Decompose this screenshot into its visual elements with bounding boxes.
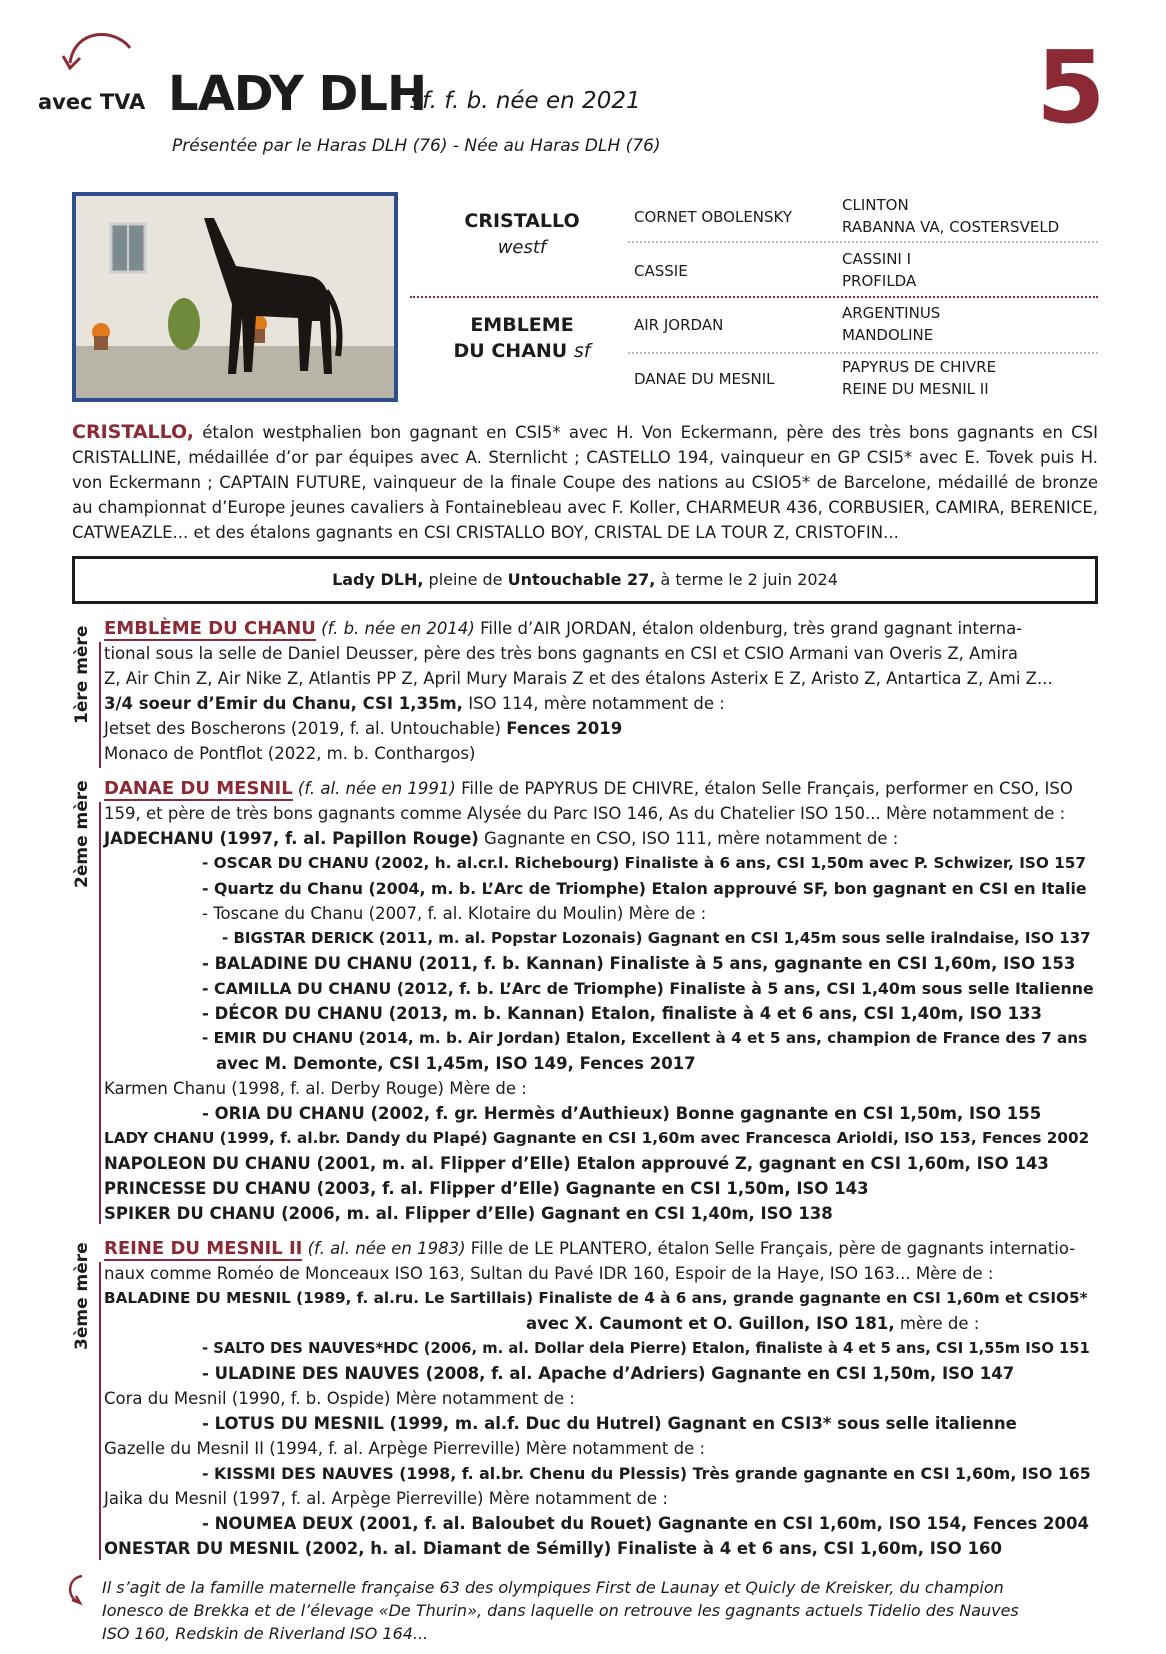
third-dam-bracket	[99, 1262, 101, 1560]
third-dam-label: 3ème mère	[72, 1242, 92, 1350]
dam-breed: sf	[573, 340, 591, 362]
dam-name-text: DU CHANU	[453, 340, 568, 362]
text-line: Karmen Chanu (1998, f. al. Derby Rouge) Mère de :	[104, 1079, 527, 1098]
progeny-line: - LOTUS DU MESNIL (1999, m. al.f. Duc du Hutrel) Gagnant en CSI3* sous selle italienne	[202, 1414, 1017, 1433]
pregnancy-box	[72, 556, 1098, 604]
text-line: 159, et père de très bons gagnants comme Alysée du Parc ISO 146, As du Chatelier ISO 150... Mère notamment de :	[104, 804, 1066, 823]
progeny-line: - OSCAR DU CHANU (2002, h. al.cr.l. Richebourg) Finaliste à 6 ans, CSI 1,50m avec P. Schwizer, ISO 157	[202, 854, 1087, 872]
ancestor: RABANNA VA, COSTERSVELD	[842, 218, 1060, 236]
text-line: naux comme Roméo de Monceaux ISO 163, Sultan du Pavé IDR 160, Espoir de la Haye, ISO 163... Mère de :	[104, 1264, 994, 1283]
first-dam-title: EMBLÈME DU CHANU	[104, 618, 316, 639]
second-dam-title: DANAE DU MESNIL	[104, 778, 293, 799]
progeny-line: - DÉCOR DU CHANU (2013, m. b. Kannan) Etalon, finaliste à 4 et 6 ans, CSI 1,40m, ISO 133	[202, 1004, 1043, 1023]
progeny-line: - SALTO DES NAUVES*HDC (2006, m. al. Dollar dela Pierre) Etalon, finaliste à 4 et 5 ans, CSI 1,55m ISO 151	[202, 1340, 1090, 1357]
sire-name: CRISTALLO	[464, 210, 580, 232]
sire-description-body: étalon westphalien bon gagnant en CSI5* avec H. Von Eckermann, père des très bons gagnants en CSI CRISTALLINE, médaillée d’or par équipes avec A. Sternlicht ; CASTELLO 194, vainqueur en GP CSI5* avec E. Tovek puis H. von Eckermann ; CAPTAIN FUTURE, vainqueur de la finale Coupe des nations au CSIO5* de Barcelone, médaillé de bronze au championnat d’Europe jeunes cavaliers à Fontainebleau avec F. Koller, CHARMEUR 436, CORBUSIER, CAMIRA, BERENICE, CATWEAZLE... et des étalons gagnants en CSI CRISTALLO BOY, CRISTAL DE LA TOUR Z, CRISTOFIN...	[72, 423, 1098, 542]
text-line: Fille de LE PLANTERO, étalon Selle Français, père de gagnants internatio-	[465, 1239, 1076, 1258]
first-dam-label: 1ère mère	[72, 625, 92, 724]
granddam-1: CASSIE	[634, 262, 688, 280]
horse-photo	[72, 192, 398, 402]
text-bold: 3/4 soeur d’Emir du Chanu, CSI 1,35m,	[104, 694, 463, 713]
dam-name-line2	[430, 340, 614, 362]
footer-line: Il s’agit de la famille maternelle française 63 des olympiques First de Launay et Quicly de Kreisker, du champion	[102, 1578, 1004, 1597]
ancestor: CASSINI I	[842, 250, 912, 268]
text-line: Gazelle du Mesnil II (1994, f. al. Arpège Pierreville) Mère notamment de :	[104, 1439, 706, 1458]
progeny-line: avec M. Demonte, CSI 1,45m, ISO 149, Fences 2017	[216, 1054, 696, 1073]
horse-name: LADY DLH	[168, 66, 427, 122]
progeny-line: - ORIA DU CHANU (2002, f. gr. Hermès d’Authieux) Bonne gagnante en CSI 1,50m, ISO 155	[202, 1104, 1042, 1123]
third-dam-title: REINE DU MESNIL II	[104, 1238, 303, 1259]
progeny-line: - ULADINE DES NAUVES (2008, f. al. Apache d’Adriers) Gagnante en CSI 1,50m, ISO 147	[202, 1364, 1015, 1383]
text-line	[104, 691, 725, 716]
sire-description	[72, 420, 1098, 545]
divider	[410, 296, 1098, 298]
progeny-line: BALADINE DU MESNIL (1989, f. al.ru. Le Sartillais) Finaliste de 4 à 6 ans, grande gagnante en CSI 1,60m et CSIO5*	[104, 1289, 1088, 1307]
progeny-line: - BIGSTAR DERICK (2011, m. al. Popstar Lozonais) Gagnant en CSI 1,45m sous selle iralndaise, ISO 137	[222, 929, 1091, 947]
granddam-2: DANAE DU MESNIL	[634, 370, 775, 388]
divider	[628, 241, 1098, 243]
text-line: Jaika du Mesnil (1997, f. al. Arpège Pierreville) Mère notamment de :	[104, 1489, 668, 1508]
tva-label: avec TVA	[38, 90, 146, 114]
curved-arrow-icon	[64, 1572, 90, 1608]
text-span: mère de :	[894, 1314, 980, 1333]
pregnancy-stallion: Untouchable 27,	[507, 570, 656, 589]
ancestor: CLINTON	[842, 196, 909, 214]
ancestor: REINE DU MESNIL II	[842, 380, 989, 398]
horse-info: sf. f. b. née en 2021	[410, 88, 641, 114]
progeny-line: - BALADINE DU CHANU (2011, f. b. Kannan) Finaliste à 5 ans, gagnante en CSI 1,60m, ISO 153	[202, 954, 1076, 973]
progeny-line: ONESTAR DU MESNIL (2002, h. al. Diamant de Sémilly) Finaliste à 4 et 6 ans, CSI 1,60m, ISO 160	[104, 1539, 1003, 1558]
ancestor: PAPYRUS DE CHIVRE	[842, 358, 997, 376]
sire-breed: westf	[497, 237, 547, 258]
progeny-line: - NOUMEA DEUX (2001, f. al. Baloubet du Rouet) Gagnante en CSI 1,60m, ISO 154, Fences 2004	[202, 1514, 1089, 1533]
text-span: Gagnante en CSO, ISO 111, mère notamment de :	[478, 829, 899, 848]
first-dam-bracket	[99, 642, 101, 768]
text-bold: JADECHANU (1997, f. al. Papillon Rouge)	[104, 829, 479, 848]
text-line: tional sous la selle de Daniel Deusser, père des très bons gagnants en CSI et CSIO Armani van Overis Z, Amira	[104, 644, 1018, 663]
ancestor: PROFILDA	[842, 272, 917, 290]
footer-line: ISO 160, Redskin de Riverland ISO 164...	[102, 1624, 429, 1643]
presented-by: Présentée par le Haras DLH (76) - Née au Haras DLH (76)	[172, 136, 661, 156]
pregnancy-text: pleine de	[423, 570, 508, 589]
first-dam-subtitle: (f. b. née en 2014)	[321, 619, 475, 638]
text-bold: avec X. Caumont et O. Guillon, ISO 181,	[526, 1314, 895, 1333]
progeny-line: - Toscane du Chanu (2007, f. al. Klotaire du Moulin) Mère de :	[202, 904, 707, 923]
progeny-line: - EMIR DU CHANU (2014, m. b. Air Jordan) Etalon, Excellent à 4 et 5 ans, champion de France des 7 ans	[202, 1029, 1088, 1047]
progeny-line: LADY CHANU (1999, f. al.br. Dandy du Plapé) Gagnante en CSI 1,60m avec Francesca Arioldi, ISO 153, Fences 2002	[104, 1129, 1090, 1147]
text-line	[526, 1311, 979, 1336]
third-dam-subtitle: (f. al. née en 1983)	[307, 1239, 466, 1258]
text-line: Fille de PAPYRUS DE CHIVRE, étalon Selle Français, performer en CSO, ISO	[455, 779, 1073, 798]
text-line	[104, 826, 898, 851]
first-dam-header	[104, 616, 1022, 641]
progeny-line: - Quartz du Chanu (2004, m. b. L’Arc de Triomphe) Etalon approuvé SF, bon gagnant en CSI en Italie	[202, 879, 1087, 898]
grandsire-2: AIR JORDAN	[634, 316, 724, 334]
text-span: Jetset des Boscherons (2019, f. al. Untouchable)	[104, 719, 507, 738]
progeny-line: NAPOLEON DU CHANU (2001, m. al. Flipper d’Elle) Etalon approuvé Z, gagnant en CSI 1,60m, ISO 143	[104, 1154, 1049, 1173]
second-dam-subtitle: (f. al. née en 1991)	[297, 779, 456, 798]
progeny-line: SPIKER DU CHANU (2006, m. al. Flipper d’Elle) Gagnant en CSI 1,40m, ISO 138	[104, 1204, 833, 1223]
second-dam-header	[104, 776, 1073, 801]
footer-line: Ionesco de Brekka et de l’élevage «De Thurin», dans laquelle on retrouve les gagnants actuels Tidelio des Nauves	[102, 1601, 1019, 1620]
third-dam-header	[104, 1236, 1075, 1261]
grandsire-1: CORNET OBOLENSKY	[634, 208, 793, 226]
text-bold: Fences 2019	[506, 719, 623, 738]
text-line: Fille d’AIR JORDAN, étalon oldenburg, très grand gagnant interna-	[474, 619, 1023, 638]
second-dam-bracket	[99, 802, 101, 1224]
text-span: ISO 114, mère notamment de :	[462, 694, 725, 713]
curved-arrow-icon	[60, 28, 140, 83]
divider	[628, 352, 1098, 354]
ancestor: ARGENTINUS	[842, 304, 941, 322]
progeny-line: PRINCESSE DU CHANU (2003, f. al. Flipper d’Elle) Gagnante en CSI 1,50m, ISO 143	[104, 1179, 869, 1198]
ancestor: MANDOLINE	[842, 326, 934, 344]
pregnancy-mare: Lady DLH,	[332, 570, 424, 589]
progeny-line: - CAMILLA DU CHANU (2012, f. b. L’Arc de Triomphe) Finaliste à 5 ans, CSI 1,40m sous selle Italienne	[202, 979, 1094, 998]
text-line: Cora du Mesnil (1990, f. b. Ospide) Mère notamment de :	[104, 1389, 575, 1408]
sire-description-name: CRISTALLO,	[72, 421, 195, 443]
dam-name-line1: EMBLEME	[470, 314, 574, 336]
text-line: Z, Air Chin Z, Air Nike Z, Atlantis PP Z, April Mury Marais Z et des étalons Asterix E Z, Aristo Z, Antartica Z, Ami Z...	[104, 669, 1053, 688]
pregnancy-date: à terme le 2 juin 2024	[655, 570, 838, 589]
lot-number: 5	[1036, 29, 1106, 146]
text-line: Monaco de Pontflot (2022, m. b. Conthargos)	[104, 744, 476, 763]
second-dam-label: 2ème mère	[72, 780, 92, 888]
progeny-line: - KISSMI DES NAUVES (1998, f. al.br. Chenu du Plessis) Très grande gagnante en CSI 1,60m, ISO 165	[202, 1464, 1091, 1483]
text-line	[104, 716, 622, 741]
